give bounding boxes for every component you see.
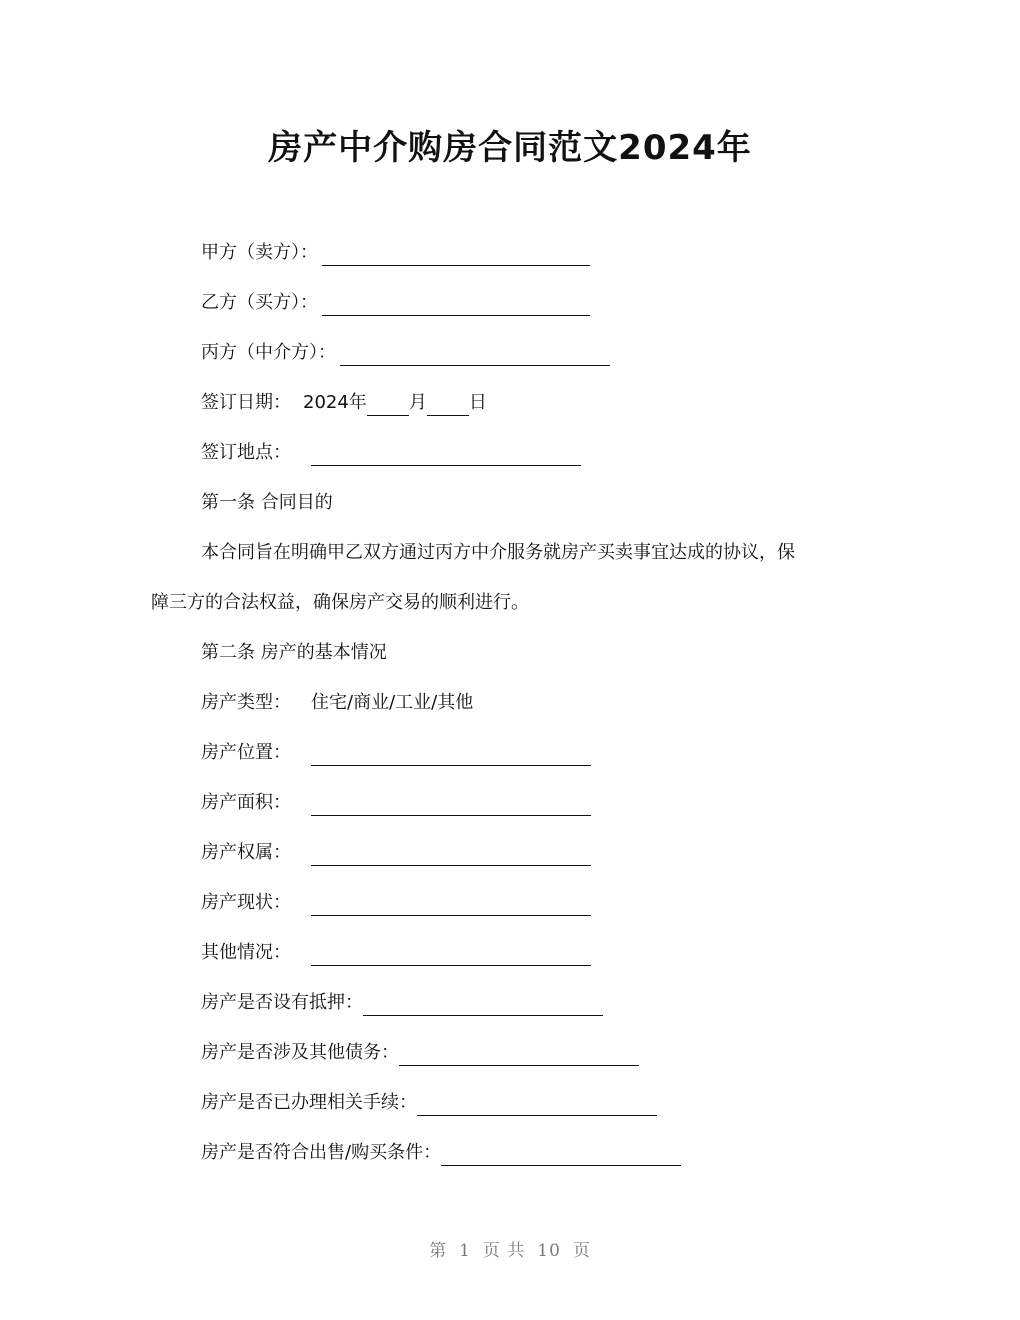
party-a-label: 甲方（卖方）： [201,242,318,263]
property-debts-line [201,1040,639,1066]
party-b-line [201,290,590,316]
article1-text-line2: 障三方的合法权益，确保房产交易的顺利进行。 [151,592,529,613]
property-conditions-label: 房产是否符合出售/购买条件： [201,1142,442,1163]
page-footer [0,1236,1020,1261]
property-status-label: 房产现状： [201,892,291,913]
property-debts-label: 房产是否涉及其他债务： [201,1042,399,1063]
sign-date-month-blank[interactable] [367,395,409,416]
sign-place-line [201,440,581,466]
property-ownership-blank[interactable] [311,845,591,866]
property-location-line [201,740,591,766]
property-mortgage-label: 房产是否设有抵押： [201,992,363,1013]
property-other-label: 其他情况： [201,942,291,963]
document-title: 房产中介购房合同范文2024年 [268,128,752,168]
property-area-blank[interactable] [311,795,591,816]
party-a-blank[interactable] [322,245,590,266]
property-status-blank[interactable] [311,895,591,916]
property-procedures-line [201,1090,657,1116]
party-c-label: 丙方（中介方）： [201,342,336,363]
property-type-line [201,690,473,716]
property-location-label: 房产位置： [201,742,291,763]
article1-heading: 第一条 合同目的 [201,492,333,513]
property-ownership-label: 房产权属： [201,842,291,863]
party-b-label: 乙方（买方）： [201,292,318,313]
sign-date-day: 日 [468,392,487,413]
property-conditions-line [201,1140,681,1166]
article2-heading: 第二条 房产的基本情况 [201,642,387,663]
property-type-value: 住宅/商业/工业/其他 [311,692,474,713]
property-other-blank[interactable] [311,945,591,966]
footer-page-mid: 页 共 [482,1241,526,1261]
footer-page-suffix: 页 [572,1241,591,1261]
property-conditions-blank[interactable] [441,1145,681,1166]
property-procedures-label: 房产是否已办理相关手续： [201,1092,417,1113]
sign-place-label: 签订地点： [201,442,291,463]
property-mortgage-line [201,990,603,1016]
footer-page-prefix: 第 [429,1241,448,1261]
sign-date-month: 月 [408,392,427,413]
footer-page-number: 1 [459,1241,471,1261]
sign-date-day-blank[interactable] [427,395,469,416]
sign-place-blank[interactable] [311,445,581,466]
sign-date-line [201,390,487,416]
footer-total-pages: 10 [537,1241,561,1261]
party-c-line [201,340,610,366]
party-b-blank[interactable] [322,295,590,316]
property-mortgage-blank[interactable] [363,995,603,1016]
party-a-line [201,240,590,266]
property-location-blank[interactable] [311,745,591,766]
sign-date-year: 2024年 [303,392,367,413]
property-other-line [201,940,591,966]
property-area-label: 房产面积： [201,792,291,813]
article1-text-line1: 本合同旨在明确甲乙双方通过丙方中介服务就房产买卖事宜达成的协议，保 [201,542,795,563]
property-ownership-line [201,840,591,866]
property-area-line [201,790,591,816]
property-type-label: 房产类型： [201,692,291,713]
sign-date-label: 签订日期： [201,392,291,413]
property-debts-blank[interactable] [399,1045,639,1066]
party-c-blank[interactable] [340,345,610,366]
property-procedures-blank[interactable] [417,1095,657,1116]
property-status-line [201,890,591,916]
